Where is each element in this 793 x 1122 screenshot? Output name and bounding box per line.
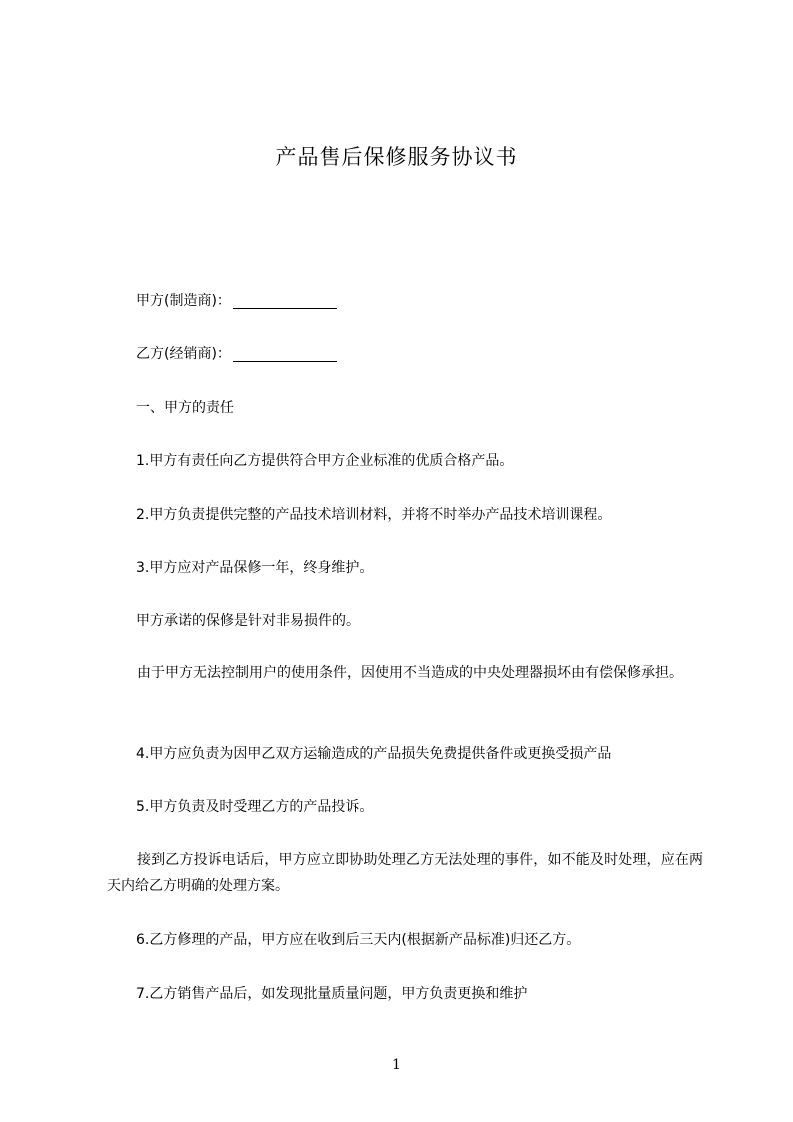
clause-item-7: 7.乙方销售产品后，如发现批量质量问题，甲方负责更换和维护	[136, 986, 528, 1002]
clause-item-3: 3.甲方应对产品保修一年，终身维护。	[136, 560, 374, 576]
clause-item-5-detail: 接到乙方投诉电话后，甲方应立即协助处理乙方无法处理的事件，如不能及时处理，应在两天内给乙方明确的处理方案。	[107, 852, 703, 894]
party-b-blank	[233, 347, 337, 362]
clause-item-1: 1.甲方有责任向乙方提供符合甲方企业标准的优质合格产品。	[136, 453, 514, 469]
page-number: 1	[392, 1057, 401, 1073]
clause-item-3-detail: 由于甲方无法控制用户的使用条件，因使用不当造成的中央处理器损坏由有偿保修承担。	[137, 665, 683, 681]
clause-item-5: 5.甲方负责及时受理乙方的产品投诉。	[136, 799, 374, 815]
party-a-line	[107, 291, 730, 311]
section-1-heading: 一、甲方的责任	[136, 400, 234, 416]
party-a-blank	[233, 294, 337, 309]
clause-item-3-note: 甲方承诺的保修是针对非易损件的。	[136, 613, 360, 629]
document-title: 产品售后保修服务协议书	[275, 145, 518, 169]
party-a-label: 甲方(制造商)：	[136, 293, 231, 309]
clause-item-6: 6.乙方修理的产品，甲方应在收到后三天内(根据新产品标准)归还乙方。	[136, 932, 581, 948]
party-b-label: 乙方(经销商)：	[136, 346, 231, 362]
party-b-line	[107, 344, 730, 364]
clause-item-4: 4.甲方应负责为因甲乙双方运输造成的产品损失免费提供备件或更换受损产品	[136, 746, 612, 762]
clause-item-2: 2.甲方负责提供完整的产品技术培训材料，并将不时举办产品技术培训课程。	[136, 507, 612, 523]
